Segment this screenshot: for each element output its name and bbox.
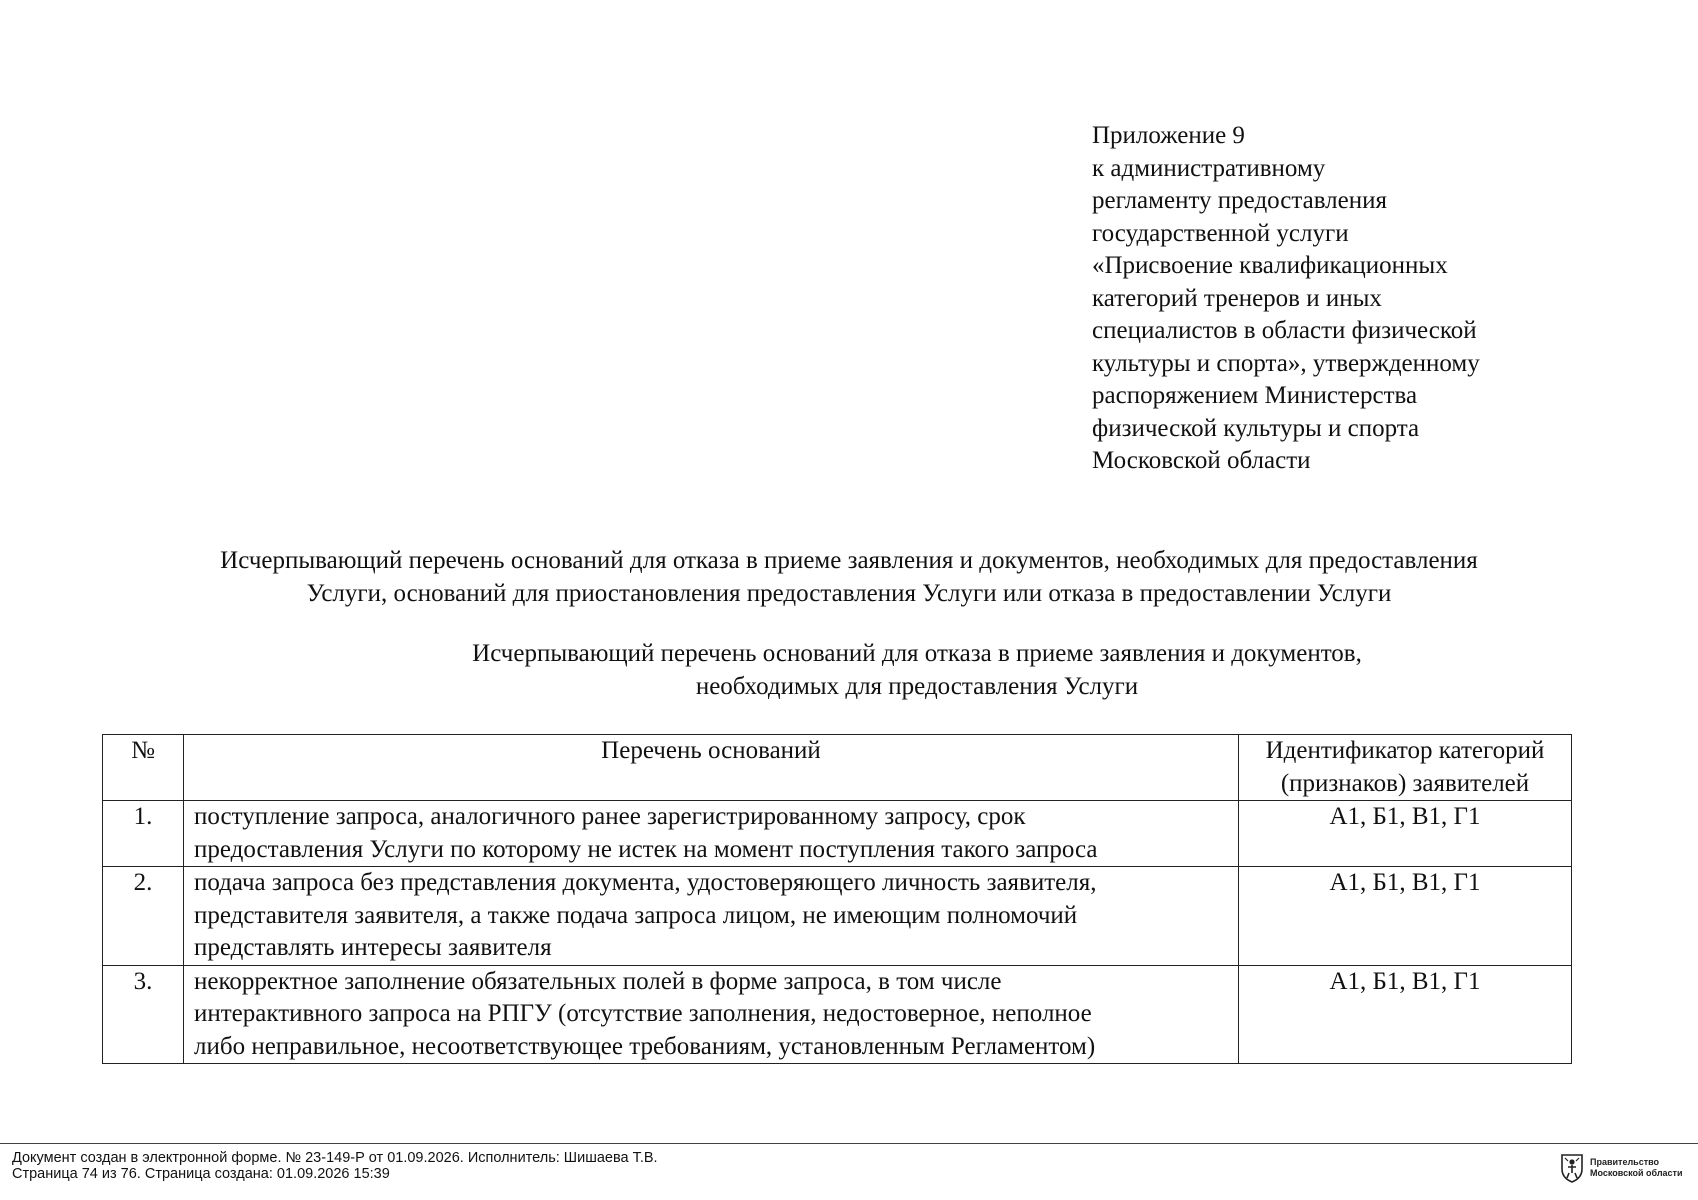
row-applicant-ids: А1, Б1, В1, Г1 [1239,801,1572,867]
section-title [80,638,1618,703]
grounds-line: интерактивного запроса на РПГУ (отсутствие заполнения, недостоверное, неполное [194,1000,1092,1027]
row-number: 2. [103,867,184,966]
table-header-row [103,735,1572,801]
annex-line: регламенту предоставления [1092,187,1388,214]
annex-line: культуры и спорта», утвержденному [1092,349,1480,377]
grounds-line: представлять интересы заявителя [194,934,552,961]
government-logo [1560,1153,1683,1183]
row-grounds [184,965,1239,1064]
annex-line: Приложение 9 [1092,122,1245,149]
row-grounds [184,867,1239,966]
row-grounds [184,801,1239,867]
grounds-line: подача запроса без представления документа, удостоверяющего личность заявителя, [194,869,1097,896]
grounds-line: некорректное заполнение обязательных полей в форме запроса, в том числе [194,967,1002,995]
document-title [80,545,1618,610]
section-title-line: необходимых для предоставления Услуги [695,672,1139,700]
grounds-line: либо неправильное, несоответствующее требованиям, установленным Регламентом) [194,1032,1096,1060]
annex-line: физической культуры и спорта [1092,414,1420,442]
document-title-line: Исчерпывающий перечень оснований для отказа в приеме заявления и документов, необходимых для предоставления [220,547,1478,574]
annex-block [1092,120,1652,478]
header-number: № [103,735,184,801]
row-applicant-ids: А1, Б1, В1, Г1 [1239,867,1572,966]
table-row [103,965,1572,1064]
annex-line: государственной услуги [1092,219,1349,247]
grounds-table [102,734,1572,1064]
row-number: 1. [103,801,184,867]
header-applicant-ids [1239,735,1572,801]
table-row [103,867,1572,966]
annex-line: к административному [1092,154,1326,182]
annex-line: распоряжением Министерства [1092,382,1418,409]
footer-page-line: Страница 74 из 76. Страница создана: 01.09.2026 15:39 [12,1166,390,1182]
annex-line: категорий тренеров и иных [1092,284,1382,312]
coat-of-arms-icon [1560,1153,1584,1183]
annex-line: специалистов в области физической [1092,317,1477,344]
annex-line: «Присвоение квалификационных [1092,252,1448,279]
footer-info [12,1150,658,1182]
header-ids-line: Идентификатор категорий [1265,737,1545,764]
table-row [103,801,1572,867]
annex-line: Московской области [1092,447,1311,474]
document-title-line: Услуги, оснований для приостановления предоставления Услуги или отказа в предоставлении Услуги [306,579,1392,607]
government-name-line: Правительство [1590,1157,1660,1167]
header-grounds: Перечень оснований [184,735,1239,801]
header-ids-line: (признаков) заявителей [1280,769,1530,797]
row-number: 3. [103,965,184,1064]
government-name-line: Московской области [1590,1168,1683,1178]
footer-document-line: Документ создан в электронной форме. № 23-149-Р от 01.09.2026. Исполнитель: Шишаева Т.В. [12,1150,658,1166]
government-name [1590,1157,1683,1179]
grounds-line: представителя заявителя, а также подача запроса лицом, не имеющим полномочий [194,901,1078,929]
row-applicant-ids: А1, Б1, В1, Г1 [1239,965,1572,1064]
footer-divider [0,1143,1698,1144]
grounds-line: поступление запроса, аналогичного ранее зарегистрированному запросу, срок [194,803,1026,830]
section-title-line: Исчерпывающий перечень оснований для отказа в приеме заявления и документов, [472,640,1362,667]
grounds-line: предоставления Услуги по которому не истек на момент поступления такого запроса [194,835,1098,863]
